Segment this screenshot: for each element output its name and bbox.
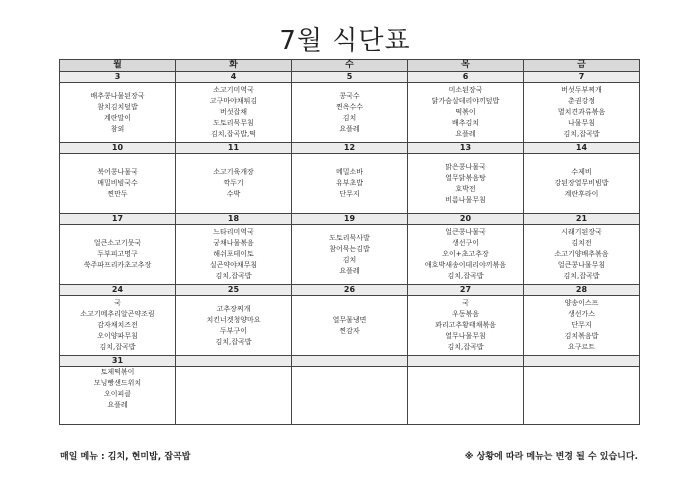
weekday-header: 목 <box>408 60 524 72</box>
menu-list <box>524 298 639 353</box>
menu-item: 양송이스프 <box>564 299 599 307</box>
date-cell <box>176 356 292 367</box>
menu-item: 매밀비빔국수 <box>97 179 138 187</box>
menu-item: 소고기육개장 <box>213 168 254 176</box>
date-cell: 11 <box>176 143 292 154</box>
date-cell: 4 <box>176 72 292 83</box>
page-title: 7월 식단표 <box>279 26 411 56</box>
menu-cell <box>60 83 176 143</box>
menu-cell <box>524 296 640 356</box>
menu-cell <box>176 154 292 214</box>
menu-item: 비름나물무침 <box>445 195 486 204</box>
menu-cell <box>176 296 292 356</box>
menu-cell <box>408 296 524 356</box>
menu-list <box>292 233 407 277</box>
date-cell: 3 <box>60 72 176 83</box>
menu-item: 궁채나물볶음 <box>213 239 254 247</box>
menu-item: 참어묵는김밥 <box>329 244 370 253</box>
menu-cell <box>524 83 640 143</box>
menu-item: 배추콩나물된장국 <box>90 91 145 100</box>
menu-item: 김치 <box>342 255 357 264</box>
menu-item: 미소된장국 <box>448 86 483 94</box>
menu-item: 찐감자 <box>339 326 360 335</box>
date-row <box>60 214 640 225</box>
menu-item: 고구마야채튀김 <box>209 97 258 105</box>
date-row <box>60 143 640 154</box>
date-cell: 19 <box>292 214 408 225</box>
menu-item: 소고기미역국 <box>213 86 254 94</box>
menu-item: 열무닭볶음탕 <box>445 173 486 182</box>
menu-cell <box>524 367 640 425</box>
menu-item: 시래기된장국 <box>561 228 602 236</box>
menu-row <box>60 367 640 425</box>
menu-item: 실곤약야채무침 <box>209 261 258 269</box>
menu-item: 모닝빵샌드위치 <box>93 379 142 387</box>
menu-item: 얼큰콩나물무침 <box>557 261 606 269</box>
menu-item: 단무지 <box>571 321 592 329</box>
menu-item: 도토리묵무침 <box>213 119 254 127</box>
menu-item: 김치,잡곡밥,떡 <box>210 130 257 138</box>
menu-item: 꽈리고추황태채볶음 <box>435 321 496 329</box>
menu-item: 열무물냉면 <box>332 315 367 324</box>
menu-item: 김치,잡곡밥 <box>447 343 484 351</box>
menu-item: 김치,잡곡밥 <box>447 272 484 280</box>
menu-item: 김치,잡곡밥 <box>99 343 136 351</box>
menu-item: 계란말이 <box>103 113 132 122</box>
menu-cell <box>408 367 524 425</box>
menu-list <box>60 238 175 271</box>
menu-item: 강된장열무비빔밥 <box>554 179 609 187</box>
menu-item: 배추김치 <box>451 119 480 127</box>
menu-item: 두부피고명구 <box>97 250 138 258</box>
date-cell: 28 <box>524 285 640 296</box>
menu-cell <box>408 83 524 143</box>
menu-item: 나물무침 <box>567 119 596 127</box>
menu-cell <box>60 367 176 425</box>
menu-cell <box>60 154 176 214</box>
menu-item: 참치김치덮밥 <box>97 102 138 111</box>
menu-item: 오이양파무침 <box>97 332 138 340</box>
date-cell: 31 <box>60 356 176 367</box>
menu-item: 생선가스 <box>567 310 596 318</box>
menu-list <box>524 167 639 200</box>
date-row <box>60 356 640 367</box>
menu-cell <box>60 225 176 285</box>
menu-item: 요플레 <box>107 401 128 409</box>
menu-item: 콩국수 <box>339 91 360 100</box>
menu-cell <box>292 154 408 214</box>
date-cell: 25 <box>176 285 292 296</box>
menu-item: 두부구이 <box>219 326 248 335</box>
menu-item: 북어콩나물국 <box>97 168 138 176</box>
menu-item: 김치,잡곡밥 <box>215 272 252 280</box>
date-cell: 20 <box>408 214 524 225</box>
weekday-header-row <box>60 60 640 72</box>
menu-item: 요플레 <box>339 124 360 133</box>
menu-item: 김치 <box>342 113 357 122</box>
menu-item: 토제떡볶이 <box>100 368 135 376</box>
date-cell: 26 <box>292 285 408 296</box>
menu-item: 요플레 <box>339 266 360 275</box>
menu-row <box>60 154 640 214</box>
date-cell: 7 <box>524 72 640 83</box>
menu-item: 오이피클 <box>103 390 132 398</box>
menu-list <box>60 167 175 200</box>
menu-item: 참외 <box>110 124 125 133</box>
date-cell <box>524 356 640 367</box>
date-cell: 13 <box>408 143 524 154</box>
date-cell: 18 <box>176 214 292 225</box>
menu-item: 떡볶이 <box>455 108 476 116</box>
menu-item: 요구르트 <box>567 343 596 351</box>
menu-list <box>176 85 291 140</box>
menu-item: 감자채치즈전 <box>97 321 138 329</box>
menu-item: 찐옥수수 <box>335 102 364 111</box>
menu-list <box>292 315 407 337</box>
date-cell: 24 <box>60 285 176 296</box>
menu-list <box>176 167 291 200</box>
menu-item: 버섯두부찌개 <box>561 86 602 94</box>
menu-cell <box>176 83 292 143</box>
menu-change-notice: ※ 상황에 따라 메뉴는 변경 될 수 있습니다. <box>464 452 638 462</box>
menu-cell <box>292 83 408 143</box>
menu-list <box>176 227 291 282</box>
menu-list <box>176 304 291 348</box>
date-cell: 27 <box>408 285 524 296</box>
date-cell <box>408 356 524 367</box>
menu-item: 멸치견과류볶음 <box>557 108 606 116</box>
menu-item: 고추장찌개 <box>216 304 251 313</box>
menu-cell <box>176 367 292 425</box>
menu-item: 소고기메추리알곤약조림 <box>80 310 155 318</box>
menu-item: 맑은콩나물국 <box>445 162 486 171</box>
menu-cell <box>292 225 408 285</box>
date-cell: 17 <box>60 214 176 225</box>
menu-item: 김치,잡곡밥 <box>563 130 600 138</box>
menu-item: 김치전 <box>571 239 592 247</box>
menu-list <box>524 85 639 140</box>
menu-list <box>60 367 175 411</box>
date-cell: 10 <box>60 143 176 154</box>
menu-table <box>59 59 640 425</box>
weekday-header: 금 <box>524 60 640 72</box>
menu-item: 치킨너겟청양마요 <box>206 315 261 324</box>
menu-item: 수박 <box>226 190 241 198</box>
date-cell: 12 <box>292 143 408 154</box>
menu-item: 춘권강정 <box>567 97 596 105</box>
menu-item: 오이+초고추장 <box>442 250 489 258</box>
date-cell: 5 <box>292 72 408 83</box>
menu-item: 얼큰콩나물국 <box>445 228 486 236</box>
menu-item: 메밀소바 <box>335 168 364 176</box>
menu-item: 김치볶음밥 <box>564 332 599 340</box>
menu-list <box>408 85 523 140</box>
date-cell: 21 <box>524 214 640 225</box>
menu-item: 닭가슴살데리야끼덮밥 <box>431 97 500 105</box>
menu-item: 얼큰소고기뭇국 <box>93 239 142 247</box>
menu-cell <box>292 367 408 425</box>
menu-item: 느타리미역국 <box>213 228 254 236</box>
menu-item: 애호박새송이데리야끼볶음 <box>424 261 507 269</box>
weekday-header: 화 <box>176 60 292 72</box>
menu-cell <box>408 154 524 214</box>
menu-cell <box>408 225 524 285</box>
weekday-header: 수 <box>292 60 408 72</box>
menu-item: 우동볶음 <box>451 310 480 318</box>
menu-item: 도토리묵사발 <box>329 233 370 242</box>
menu-item: 소고기양배추볶음 <box>554 250 609 258</box>
menu-list <box>292 91 407 135</box>
menu-item: 찐만두 <box>107 190 128 198</box>
menu-cell <box>176 225 292 285</box>
menu-list <box>408 227 523 282</box>
menu-item: 김치,잡곡밥 <box>563 272 600 280</box>
menu-cell <box>60 296 176 356</box>
menu-row <box>60 296 640 356</box>
weekday-header: 월 <box>60 60 176 72</box>
date-row <box>60 285 640 296</box>
menu-item: 열무나물무침 <box>445 332 486 340</box>
date-cell: 6 <box>408 72 524 83</box>
menu-item: 단무지 <box>339 190 360 198</box>
menu-row <box>60 83 640 143</box>
menu-cell <box>524 154 640 214</box>
menu-item: 국 <box>114 299 121 307</box>
menu-item: 해쉬포테이토 <box>213 250 254 258</box>
menu-item: 버섯잡채 <box>219 108 248 116</box>
daily-menu-note: 매일 메뉴 : 김치, 현미밥, 잡곡밥 <box>60 452 191 462</box>
date-cell <box>292 356 408 367</box>
menu-item: 생선구이 <box>451 239 480 247</box>
menu-row <box>60 225 640 285</box>
menu-item: 수제비 <box>571 168 592 176</box>
menu-item: 깍두기 <box>223 179 244 187</box>
menu-item: 유부초밥 <box>335 179 364 187</box>
menu-cell <box>292 296 408 356</box>
menu-item: 쑥주파프리카초고추장 <box>83 261 152 269</box>
menu-item: 김치,잡곡밥 <box>215 337 252 346</box>
menu-list <box>292 167 407 200</box>
date-row <box>60 72 640 83</box>
menu-item: 요플레 <box>455 130 476 138</box>
menu-item: 호박전 <box>455 184 476 193</box>
date-cell: 14 <box>524 143 640 154</box>
menu-cell <box>524 225 640 285</box>
menu-list <box>524 227 639 282</box>
menu-item: 국 <box>462 299 469 307</box>
menu-list <box>60 91 175 135</box>
menu-item: 계란후라이 <box>564 190 599 198</box>
menu-list <box>60 298 175 353</box>
menu-list <box>408 162 523 206</box>
menu-list <box>408 298 523 353</box>
